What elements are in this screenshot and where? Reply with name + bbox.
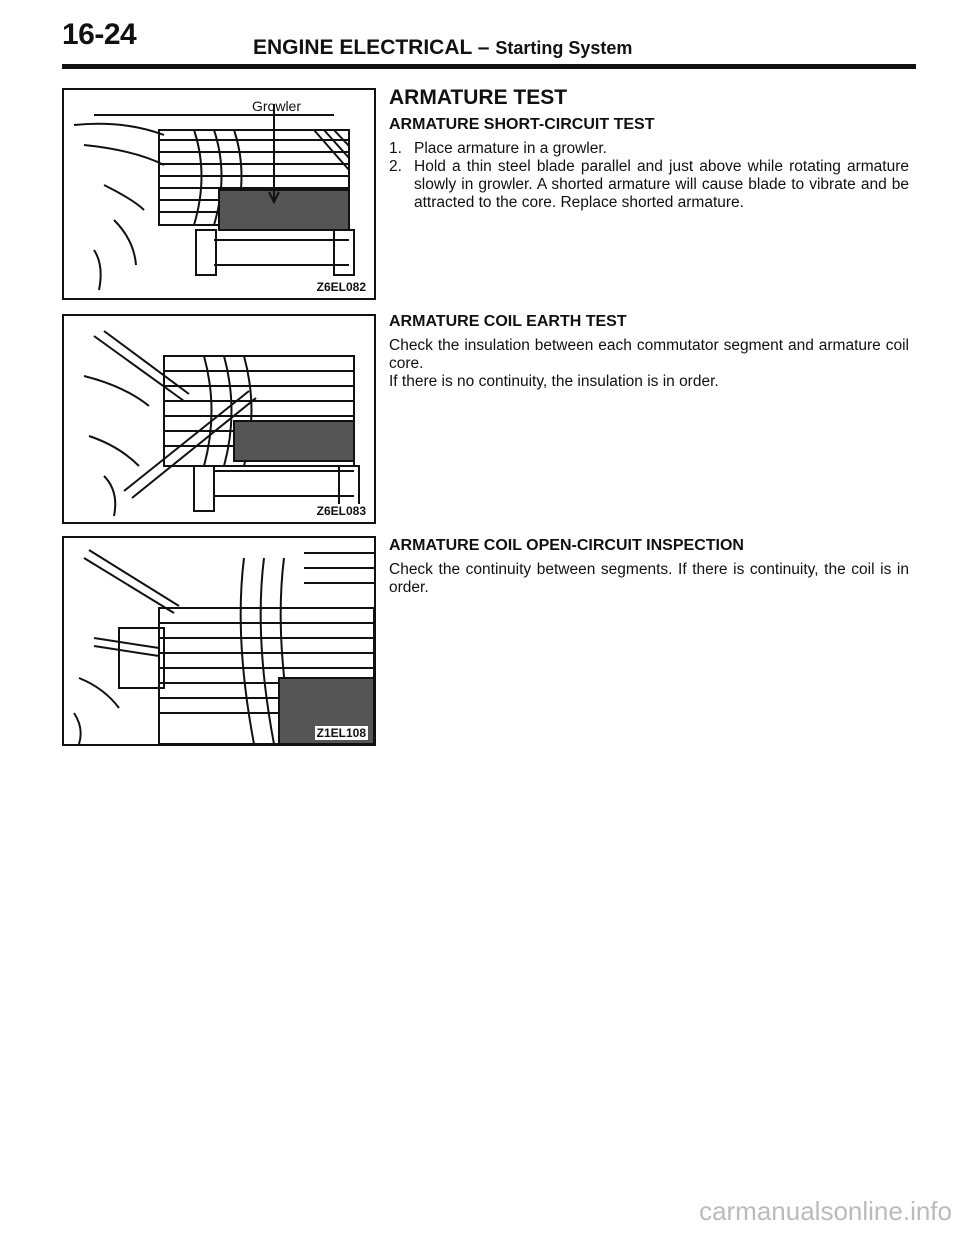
figure-growler: [62, 88, 376, 300]
step-item: [389, 158, 909, 212]
open-circuit-heading: ARMATURE COIL OPEN-CIRCUIT INSPECTION: [389, 537, 744, 554]
figure-coil-earth: [62, 314, 376, 524]
open-circuit-section: [389, 537, 909, 597]
figure-code: Z6EL083: [316, 504, 366, 518]
step-text: Hold a thin steel blade parallel and just above while rotating armature slowly in growler. A shorted armature will cause blade to vibrate and be attracted to the core. Replace shorted armature.: [414, 158, 909, 211]
armature-short-circuit-section: [389, 86, 909, 212]
header-rule: [62, 64, 916, 69]
growler-label: Growler: [252, 98, 302, 114]
open-circuit-text: Check the continuity between segments. If there is continuity, the coil is in order.: [389, 561, 909, 596]
commutator-probe-illustration: [64, 538, 374, 744]
figure-open-circuit: [62, 536, 376, 746]
armature-growler-illustration: [64, 90, 374, 298]
coil-earth-test-section: [389, 313, 909, 391]
step-text: Place armature in a growler.: [414, 140, 607, 157]
watermark-url: carmanualsonline.info: [699, 1196, 952, 1226]
main-heading: ARMATURE TEST: [389, 86, 568, 109]
title-separator: –: [471, 36, 496, 59]
step-item: [389, 140, 909, 158]
step-number: 1.: [389, 140, 402, 157]
step-number: 2.: [389, 158, 402, 175]
page-number: 16-24: [62, 18, 137, 51]
figure-code: Z6EL082: [316, 280, 366, 294]
earth-test-heading: ARMATURE COIL EARTH TEST: [389, 313, 627, 330]
earth-test-text: Check the insulation between each commutator segment and armature coil core.: [389, 337, 909, 372]
figure-code: Z1EL108: [316, 726, 366, 740]
section-subtitle: Starting System: [495, 38, 633, 58]
section-title: ENGINE ELECTRICAL: [253, 36, 472, 59]
earth-test-result: If there is no continuity, the insulation is in order.: [389, 373, 719, 390]
armature-probe-core-illustration: [64, 316, 374, 522]
short-circuit-heading: ARMATURE SHORT-CIRCUIT TEST: [389, 116, 655, 133]
page-header-title: [253, 36, 632, 60]
